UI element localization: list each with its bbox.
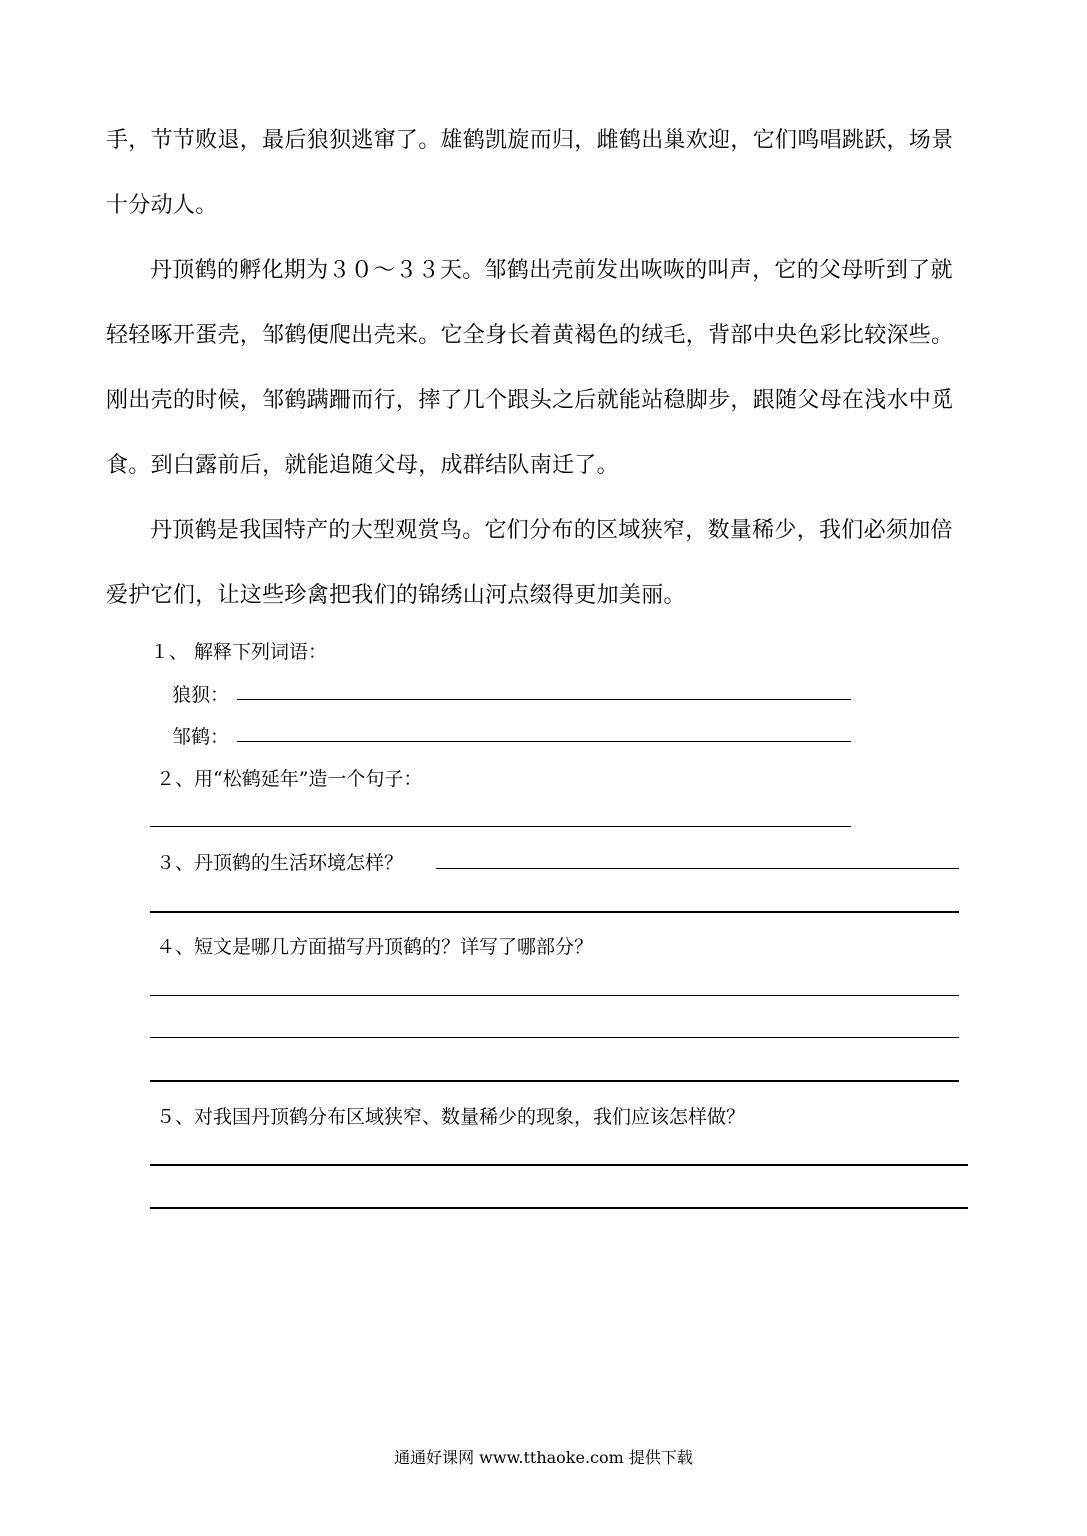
answer-line-5a[interactable] [150, 1164, 968, 1166]
question-1: １、 解释下列词语： [150, 641, 328, 663]
question-5: ５、对我国丹顶鹤分布区域狭窄、数量稀少的现象，我们应该怎样做？ [156, 1106, 746, 1128]
answer-line-5b[interactable] [150, 1207, 968, 1209]
answer-line-4b[interactable] [150, 1037, 959, 1038]
answer-line-3a[interactable] [436, 868, 959, 869]
answer-line-4a[interactable] [150, 995, 959, 996]
question-2: ２、用“松鹤延年”造一个句子： [156, 768, 423, 790]
question-1-word-1: 狼狈： [172, 684, 230, 706]
answer-line-2[interactable] [150, 826, 851, 827]
answer-line-4c[interactable] [150, 1080, 959, 1082]
question-4: ４、短文是哪几方面描写丹顶鹤的？详写了哪部分？ [156, 936, 594, 958]
answer-line-1b[interactable] [237, 741, 851, 742]
passage-paragraph-2: 丹顶鹤的孵化期为３０～３３天。邹鹤出壳前发出咴咴的叫声，它的父母听到了就轻轻啄开蛋壳，邹鹤便爬出壳来。它全身长着黄褐色的绒毛，背部中央色彩比较深些。刚出壳的时候，邹鹤蹒跚而行，摔了几个跟头之后就能站稳脚步，跟随父母在浅水中觅食。到白露前后，就能追随父母，成群结队南迁了。 [106, 258, 954, 478]
answer-line-3b[interactable] [150, 911, 959, 913]
passage-paragraph-1: 手，节节败退，最后狼狈逃窜了。雄鹤凯旋而归，雌鹤出巢欢迎，它们鸣唱跳跃，场景十分动人。 [106, 128, 954, 218]
answer-line-1a[interactable] [237, 699, 851, 700]
question-1-word-2: 邹鹤： [172, 726, 230, 748]
page-footer: 通通好课网 www.tthaoke.com 提供下载 [394, 1448, 693, 1467]
passage-paragraph-3: 丹顶鹤是我国特产的大型观赏鸟。它们分布的区域狭窄，数量稀少，我们必须加倍爱护它们，让这些珍禽把我们的锦绣山河点缀得更加美丽。 [106, 518, 953, 608]
question-3: ３、丹顶鹤的生活环境怎样？ [156, 852, 404, 874]
